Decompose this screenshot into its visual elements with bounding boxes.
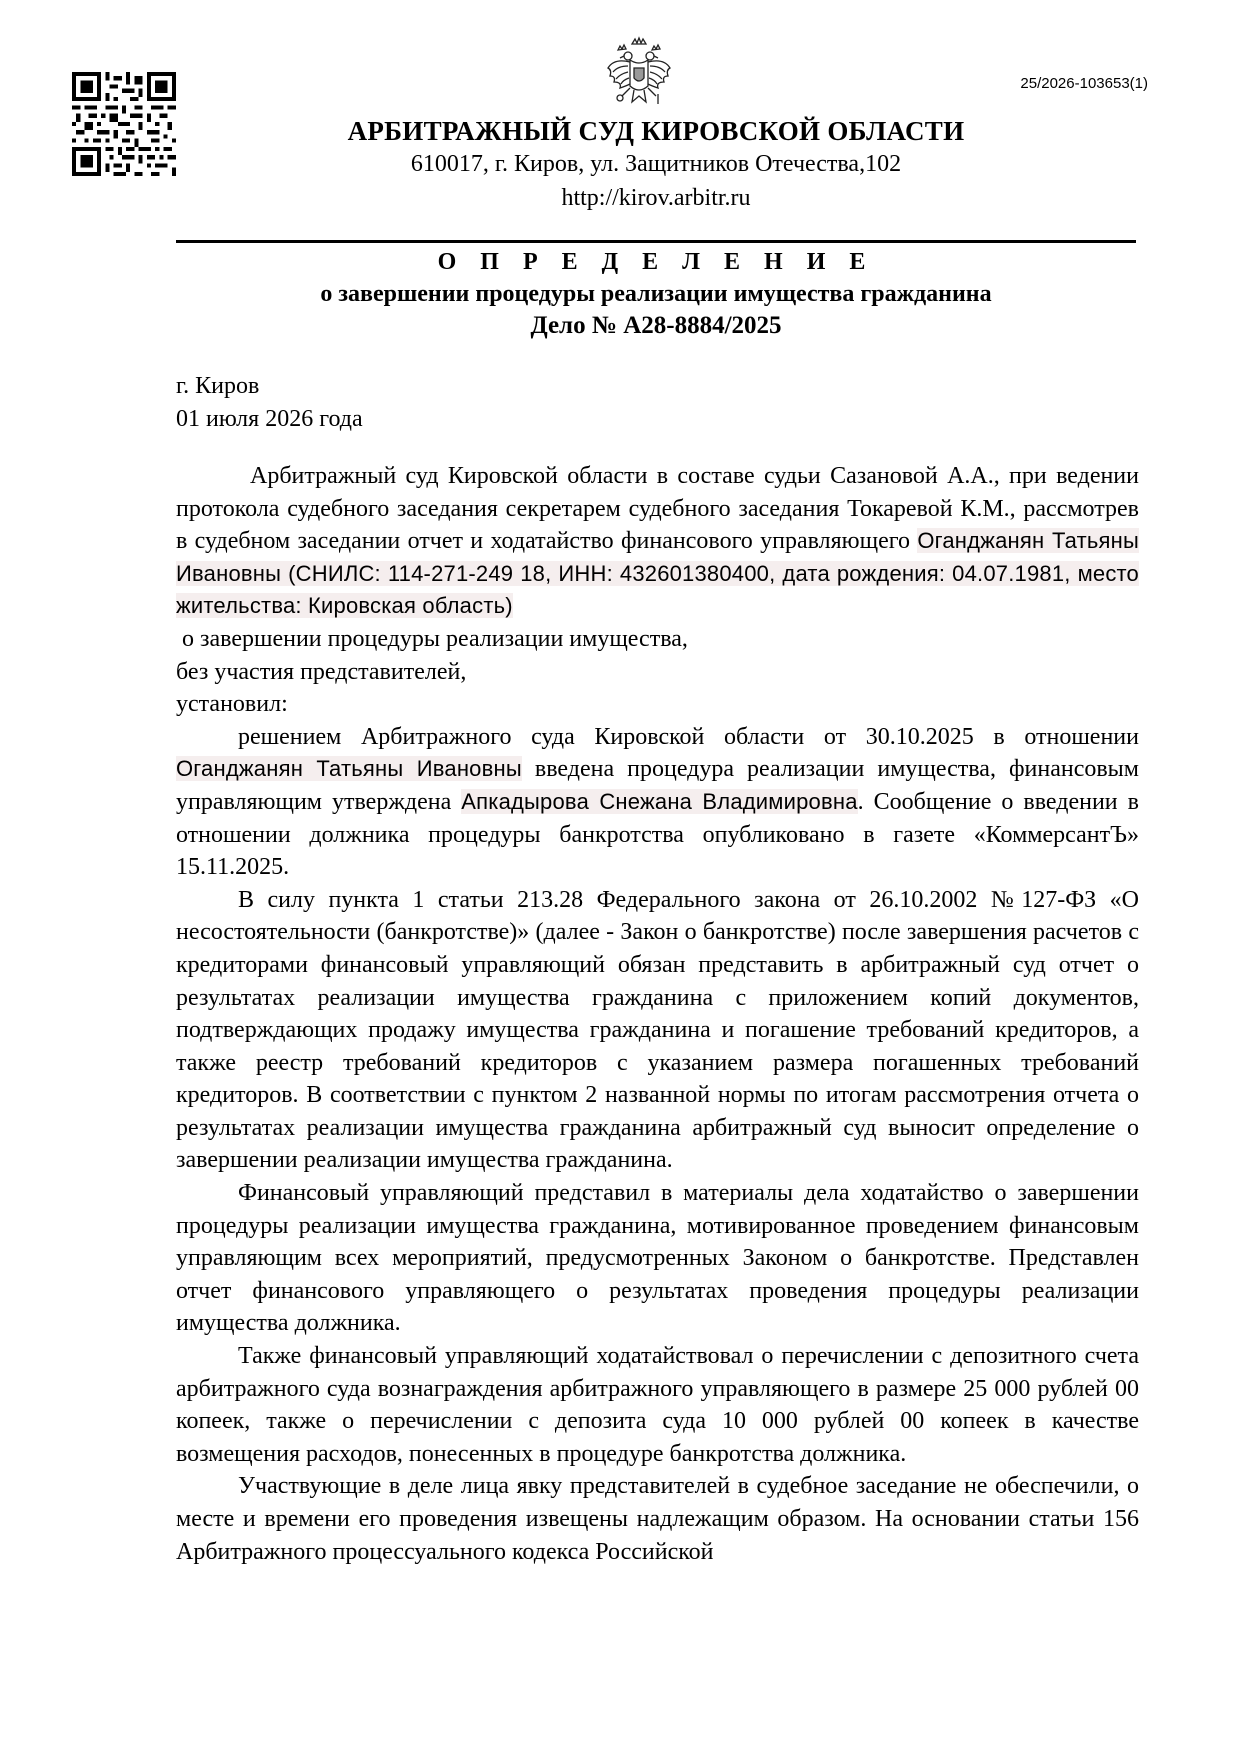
court-name: АРБИТРАЖНЫЙ СУД КИРОВСКОЙ ОБЛАСТИ [347, 116, 965, 146]
document-title-block [176, 246, 1136, 342]
coat-of-arms-icon [604, 36, 674, 114]
debtor-name-highlight: Оганджанян Татьяны Ивановны [176, 756, 522, 782]
case-number: Дело № А28-8884/2025 [530, 312, 782, 339]
paragraph-decision-text-b: введена процедура реализации имущества, финансовым управляющим утверждена [176, 756, 1139, 815]
paragraph-fee: Также финансовый управляющий ходатайствовал о перечислении с депозитного счета арбитражного суда вознаграждения арбитражного управляющего в размере 25 000 рублей 00 копеек, также о перечислении с депозита суда 10 000 рублей 00 копеек в качестве возмещения расходов, понесенных в процедуре банкротства должника. [176, 1343, 1139, 1467]
paragraph-decision-text-c: . Сообщение о введении в отношении должника процедуры банкротства опубликовано в газете «КоммерсантЪ» 15.11.2025. [176, 788, 1139, 881]
document-date: 01 июля 2026 года [176, 406, 363, 432]
document-registration-number: 25/2026-103653(1) [1020, 75, 1148, 92]
paragraph-law: В силу пункта 1 статьи 213.28 Федерального закона от 26.10.2002 №127-ФЗ «О несостоятельности (банкротстве)» (далее - Закон о банкротстве) после завершения расчетов с кредиторами финансовый управляющий обязан представить в арбитражный суд отчет о результатах реализации имущества гражданина с приложением копий документов, подтверждающих продажу имущества гражданина и погашение требований кредиторов, а также реестр требований кредиторов с указанием размера погашенных требований кредиторов. В соответствии с пунктом 2 названной нормы по итогам рассмотрения отчета о результатах реализации имущества гражданина арбитражный суд выносит определение о завершении реализации имущества гражданина. [176, 886, 1139, 1174]
document-subtitle: о завершении процедуры реализации имущества гражданина [320, 281, 992, 307]
manager-name-highlight: Апкадырова Снежана Владимировна [461, 788, 858, 814]
paragraph-participation: без участия представителей, [176, 658, 467, 685]
document-type: О П Р Е Д Е Л Е Н И Е [437, 249, 875, 275]
header-divider [176, 240, 1136, 243]
place-and-date [176, 370, 363, 436]
document-body [176, 460, 1139, 1568]
paragraph-attendance: Участвующие в деле лица явку представителей в судебное заседание не обеспечили, о месте и времени его проведения извещены надлежащим образом. На основании статьи 156 Арбитражного процессуального кодекса Российской [176, 1473, 1139, 1565]
debtor-details-highlight: Оганджанян Татьяны Ивановны (СНИЛС: 114-271-249 18, ИНН: 432601380400, дата рождения: 04.07.1981, место жительства: Кировская область) [176, 528, 1140, 619]
paragraph-intro [176, 460, 1139, 623]
document-place: г. Киров [176, 373, 260, 399]
paragraph-subject: о завершении процедуры реализации имущества, [182, 625, 688, 652]
paragraph-decision-text-a: решением Арбитражного суда Кировской области от 30.10.2025 в отношении [238, 723, 1139, 750]
qr-code-icon [72, 72, 176, 176]
paragraph-report: Финансовый управляющий представил в материалы дела ходатайство о завершении процедуры реализации имущества гражданина, мотивированное проведением финансовым управляющим всех мероприятий, предусмотренных Законом о банкротстве. Представлен отчет финансового управляющего о результатах проведения процедуры реализации имущества должника. [176, 1180, 1139, 1337]
paragraph-established: установил: [176, 691, 288, 718]
court-address: 610017, г. Киров, ул. Защитников Отечества,102 [410, 151, 902, 177]
court-header [176, 115, 1136, 215]
paragraph-decision [176, 721, 1139, 884]
court-website: http://kirov.arbitr.ru [561, 185, 751, 211]
paragraph-intro-text: Арбитражный суд Кировской области в составе судьи Сазановой А.А., при ведении протокола судебного заседания секретарем судебного заседания Токаревой К.М., рассмотрев в судебном заседании отчет и ходатайство финансового управляющего [176, 463, 1139, 555]
